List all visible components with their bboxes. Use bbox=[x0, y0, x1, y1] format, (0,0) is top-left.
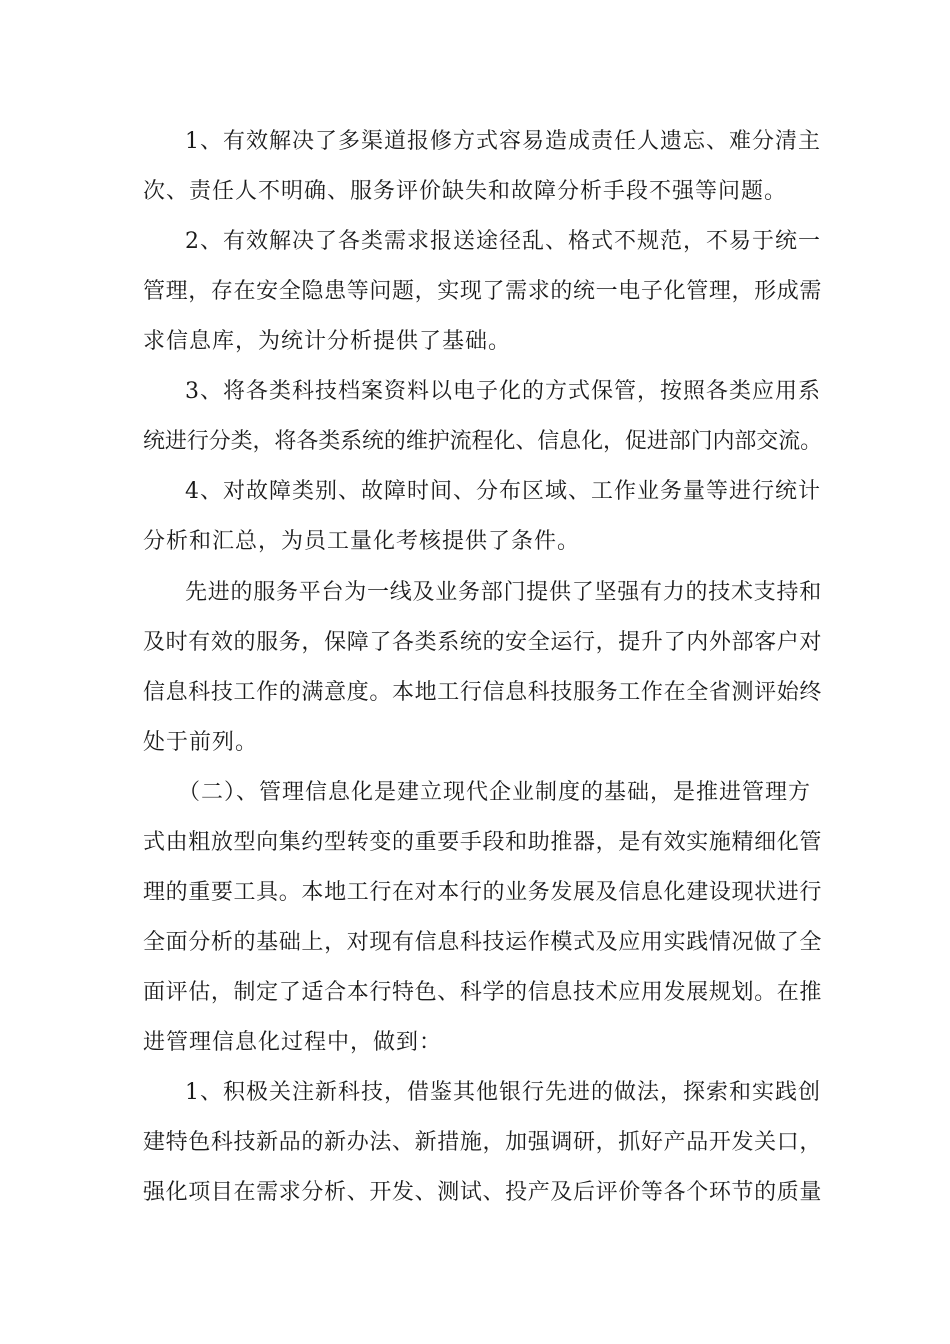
text-line: （二）、管理信息化是建立现代企业制度的基础，是推进管理方 bbox=[178, 780, 812, 805]
text-line: 1、有效解决了多渠道报修方式容易造成责任人遗忘、难分清主 bbox=[185, 129, 821, 154]
text-line: 及时有效的服务，保障了各类系统的安全运行，提升了内外部客户对 bbox=[143, 630, 823, 655]
text-line: 求信息库，为统计分析提供了基础。 bbox=[143, 329, 512, 354]
text-line: 管理，存在安全隐患等问题，实现了需求的统一电子化管理，形成需 bbox=[143, 279, 823, 304]
text-line: 理的重要工具。本地工行在对本行的业务发展及信息化建设现状进行 bbox=[143, 880, 823, 905]
text-line: 面评估，制定了适合本行特色、科学的信息技术应用发展规划。在推 bbox=[143, 980, 823, 1005]
text-line: 4、对故障类别、故障时间、分布区域、工作业务量等进行统计 bbox=[185, 479, 821, 504]
text-line: 信息科技工作的满意度。本地工行信息科技服务工作在全省测评始终 bbox=[143, 680, 823, 705]
text-line: 处于前列。 bbox=[143, 730, 259, 755]
text-line: 全面分析的基础上，对现有信息科技运作模式及应用实践情况做了全 bbox=[143, 930, 823, 955]
text-line: 3、将各类科技档案资料以电子化的方式保管，按照各类应用系 bbox=[185, 379, 821, 404]
text-line: 先进的服务平台为一线及业务部门提供了坚强有力的技术支持和 bbox=[185, 580, 823, 605]
text-line: 次、责任人不明确、服务评价缺失和故障分析手段不强等问题。 bbox=[143, 179, 788, 204]
text-line: 1、积极关注新科技，借鉴其他银行先进的做法，探索和实践创 bbox=[185, 1080, 821, 1105]
text-line: 式由粗放型向集约型转变的重要手段和助推器，是有效实施精细化管 bbox=[143, 830, 823, 855]
text-line: 进管理信息化过程中，做到： bbox=[143, 1030, 443, 1055]
text-line: 建特色科技新品的新办法、新措施，加强调研，抓好产品开发关口， bbox=[143, 1130, 823, 1155]
text-line: 2、有效解决了各类需求报送途径乱、格式不规范，不易于统一 bbox=[185, 229, 821, 254]
text-line: 强化项目在需求分析、开发、测试、投产及后评价等各个环节的质量 bbox=[143, 1180, 823, 1205]
text-line: 分析和汇总，为员工量化考核提供了条件。 bbox=[143, 529, 581, 554]
text-line: 统进行分类，将各类系统的维护流程化、信息化，促进部门内部交流。 bbox=[143, 429, 823, 454]
